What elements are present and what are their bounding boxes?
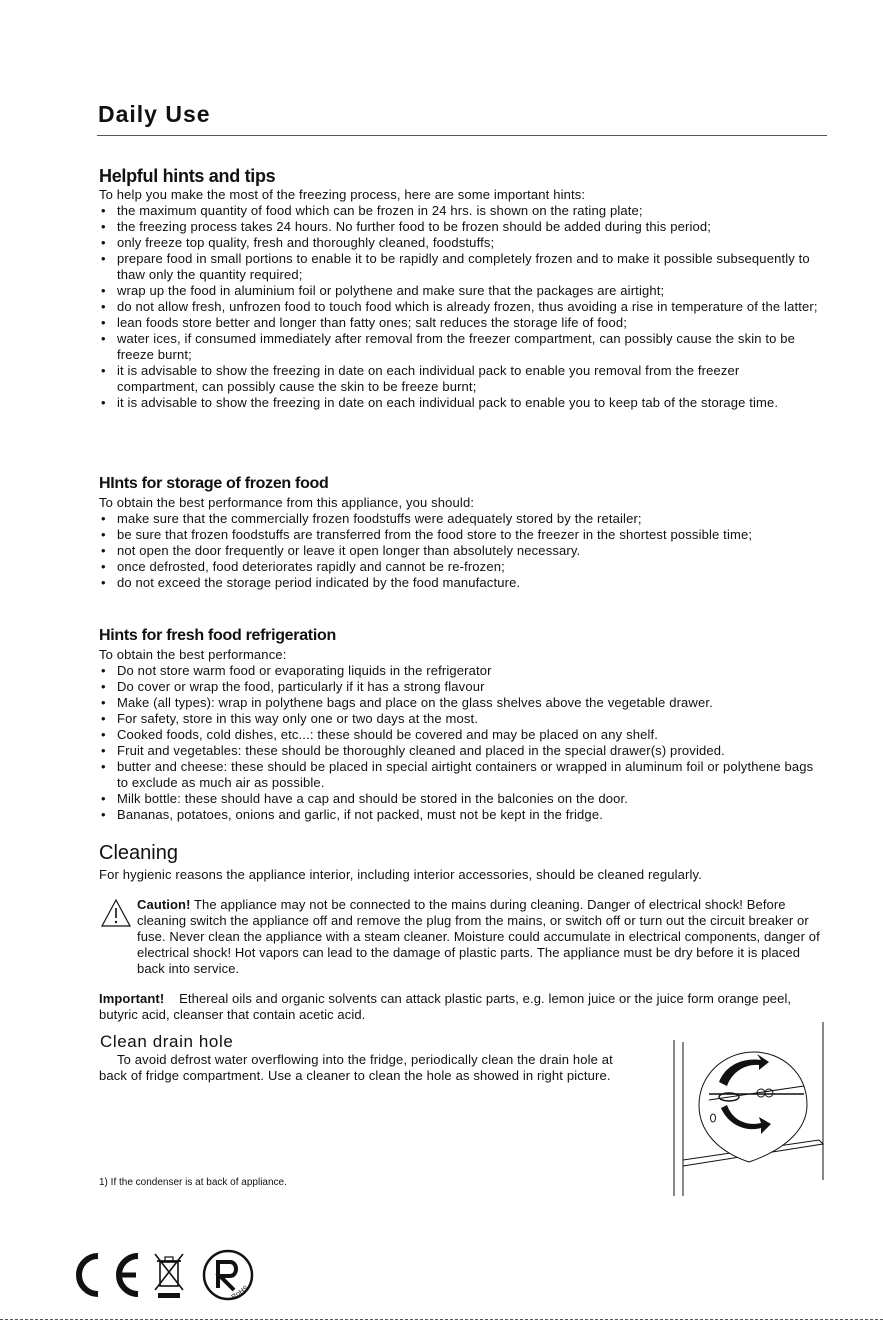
rohs-mark-icon xyxy=(204,1251,252,1301)
list-item: • prepare food in small portions to enable it to be rapidly and completely frozen and to make it possible subsequently to thaw only the quantity required; xyxy=(99,251,824,283)
list-item: • once defrosted, food deteriorates rapidly and cannot be re-frozen; xyxy=(99,559,824,575)
certification-marks xyxy=(70,1248,260,1308)
section-title: HInts for storage of frozen food xyxy=(99,475,329,492)
section-intro: To obtain the best performance from this appliance, you should: xyxy=(99,495,475,510)
list-item: • Cooked foods, cold dishes, etc...: these should be covered and may be placed on any shelf. xyxy=(99,727,824,743)
hints-list xyxy=(99,203,824,411)
list-item: • do not exceed the storage period indicated by the food manufacture. xyxy=(99,575,824,591)
caution-notice xyxy=(137,897,822,977)
list-item: • Bananas, potatoes, onions and garlic, if not packed, must not be kept in the fridge. xyxy=(99,807,824,823)
list-item: • be sure that frozen foodstuffs are transferred from the food store to the freezer in the shortest possible time; xyxy=(99,527,824,543)
list-item: • lean foods store better and longer than fatty ones; salt reduces the storage life of food; xyxy=(99,315,824,331)
section-title: Cleaning xyxy=(99,842,178,864)
drain-instructions: To avoid defrost water overflowing into the fridge, periodically clean the drain hole at back of fridge compartment. Use a cleaner to clean the hole as showed in right picture. xyxy=(99,1052,613,1083)
section-intro: To help you make the most of the freezing process, here are some important hints: xyxy=(99,187,586,202)
list-item: • wrap up the food in aluminium foil or polythene and make sure that the packages are airtight; xyxy=(99,283,824,299)
list-item: • Fruit and vegetables: these should be thoroughly cleaned and placed in the special drawer(s) provided. xyxy=(99,743,824,759)
list-item: • Make (all types): wrap in polythene bags and place on the glass shelves above the vegetable drawer. xyxy=(99,695,824,711)
important-notice xyxy=(99,991,821,1023)
list-item: • make sure that the commercially frozen foodstuffs were adequately stored by the retailer; xyxy=(99,511,824,527)
warning-triangle-icon xyxy=(100,898,132,928)
caution-label: Caution! xyxy=(137,897,191,912)
list-item: • Milk bottle: these should have a cap and should be stored in the balconies on the door. xyxy=(99,791,824,807)
footnote: 1) If the condenser is at back of appliance. xyxy=(99,1177,287,1188)
important-text: Ethereal oils and organic solvents can attack plastic parts, e.g. lemon juice or the juice form orange peel, butyric acid, cleanser that contain acetic acid. xyxy=(99,991,795,1022)
frozen-list xyxy=(99,511,824,591)
caution-text: The appliance may not be connected to the mains during cleaning. Danger of electrical shock! Before cleaning switch the appliance off and remove the plug from the mains, or switch off or turn out the circuit breaker or fuse. Never clean the appliance with a steam cleaner. Moisture could accumulate in electrical components, danger of electrical shock! Hot vapors can lead to the damage of plastic parts. The appliance must be dry before it is placed back into service. xyxy=(137,897,820,976)
list-item: • only freeze top quality, fresh and thoroughly cleaned, foodstuffs; xyxy=(99,235,824,251)
drain-section-title: Clean drain hole xyxy=(100,1032,234,1051)
list-item: • it is advisable to show the freezing in date on each individual pack to enable you removal from the freezer compartment, can possibly cause the skin to be freeze burnt; xyxy=(99,363,824,395)
weee-bin-icon xyxy=(155,1254,183,1298)
list-item: • butter and cheese: these should be placed in special airtight containers or wrapped in aluminum foil or polythene bags to exclude as much air as possible. xyxy=(99,759,824,791)
section-title: Hints for fresh food refrigeration xyxy=(99,627,336,644)
section-frozen-food xyxy=(99,473,824,591)
list-item: • it is advisable to show the freezing in date on each individual pack to enable you to keep tab of the storage time. xyxy=(99,395,824,411)
important-label: Important! xyxy=(99,991,165,1006)
list-item: • For safety, store in this way only one or two days at the most. xyxy=(99,711,824,727)
section-helpful-hints xyxy=(99,165,824,411)
list-item: • Do not store warm food or evaporating liquids in the refrigerator xyxy=(99,663,824,679)
list-item: • the freezing process takes 24 hours. No further food to be frozen should be added during this period; xyxy=(99,219,824,235)
section-title: Helpful hints and tips xyxy=(99,166,276,186)
list-item: • not open the door frequently or leave it open longer than absolutely necessary. xyxy=(99,543,824,559)
page-title: Daily Use xyxy=(98,101,211,127)
section-intro: To obtain the best performance: xyxy=(99,647,287,662)
list-item: • the maximum quantity of food which can be frozen in 24 hrs. is shown on the rating plate; xyxy=(99,203,824,219)
section-cleaning xyxy=(99,842,824,883)
section-fresh-food xyxy=(99,625,824,823)
ce-mark-icon xyxy=(79,1256,138,1294)
fresh-list xyxy=(99,663,824,823)
section-intro: For hygienic reasons the appliance interior, including interior accessories, should be cleaned regularly. xyxy=(99,867,703,882)
list-item: • do not allow fresh, unfrozen food to touch food which is already frozen, thus avoiding a rise in temperature of the latter; xyxy=(99,299,824,315)
bottom-divider xyxy=(0,1319,883,1320)
list-item: • water ices, if consumed immediately after removal from the freezer compartment, can possibly cause the skin to be freeze burnt; xyxy=(99,331,824,363)
title-divider xyxy=(97,135,827,136)
rohs-label: RoHS xyxy=(230,1284,250,1302)
drain-hole-illustration xyxy=(669,1020,829,1200)
list-item: • Do cover or wrap the food, particularly if it has a strong flavour xyxy=(99,679,824,695)
